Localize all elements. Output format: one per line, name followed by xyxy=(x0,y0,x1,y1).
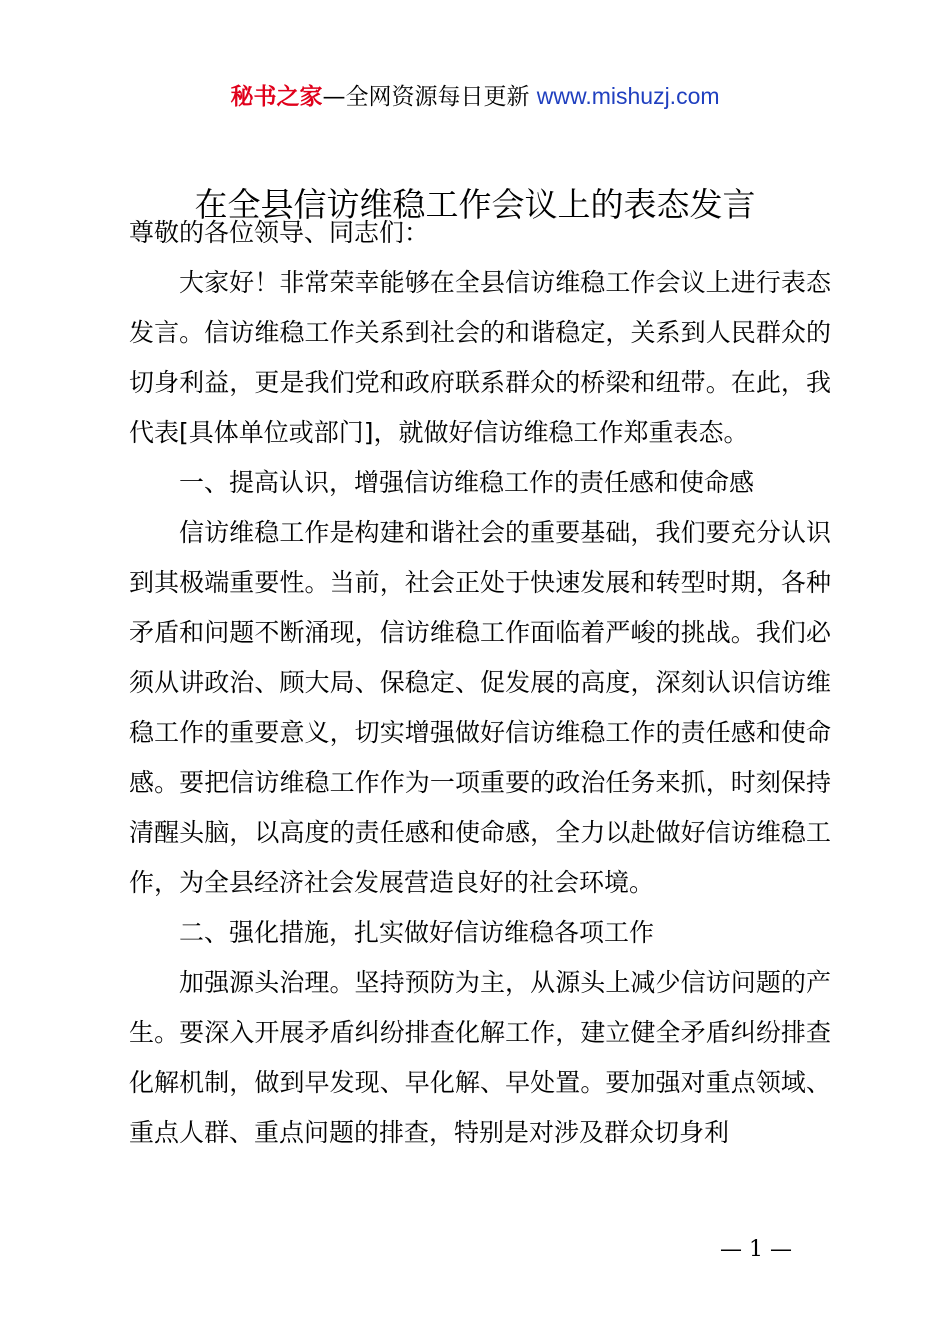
header-tagline: —全网资源每日更新 xyxy=(322,84,530,110)
section-heading-1: 一、提高认识，增强信访维稳工作的责任感和使命感 xyxy=(179,468,755,497)
paragraph-section-1: 信访维稳工作是构建和谐社会的重要基础，我们要充分认识到其极端重要性。当前，社会正处于快速发展和转型时期，各种矛盾和问题不断涌现，信访维稳工作面临着严峻的挑战。我们必须从讲政治、顾大局、保稳定、促发展的高度，深刻认识信访维稳工作的重要意义，切实增强做好信访维稳工作的责任感和使命感。要把信访维稳工作作为一项重要的政治任务来抓，时刻保持清醒头脑，以高度的责任感和使命感，全力以赴做好信访维稳工作，为全县经济社会发展营造良好的社会环境。 xyxy=(129,518,831,897)
salutation: 尊敬的各位领导、同志们： xyxy=(129,218,430,247)
paragraph-intro: 大家好！非常荣幸能够在全县信访维稳工作会议上进行表态发言。信访维稳工作关系到社会的和谐稳定，关系到人民群众的切身利益，更是我们党和政府联系群众的桥梁和纽带。在此，我代表[具体单位或部门]，就做好信访维稳工作郑重表态。 xyxy=(129,268,831,447)
document-title: 在全县信访维稳工作会议上的表态发言 xyxy=(194,185,756,224)
brand-name: 秘书之家 xyxy=(230,84,323,110)
site-url[interactable]: www.mishuzj.com xyxy=(536,83,720,109)
site-header xyxy=(0,80,950,113)
paragraph-section-2: 加强源头治理。坚持预防为主，从源头上减少信访问题的产生。要深入开展矛盾纠纷排查化解工作，建立健全矛盾纠纷排查化解机制，做到早发现、早化解、早处置。要加强对重点领域、重点人群、重点问题的排查，特别是对涉及群众切身利 xyxy=(129,968,831,1147)
section-heading-2: 二、强化措施，扎实做好信访维稳各项工作 xyxy=(179,918,655,947)
page-number: — 1 — xyxy=(720,1237,792,1262)
document-body xyxy=(129,208,831,1158)
